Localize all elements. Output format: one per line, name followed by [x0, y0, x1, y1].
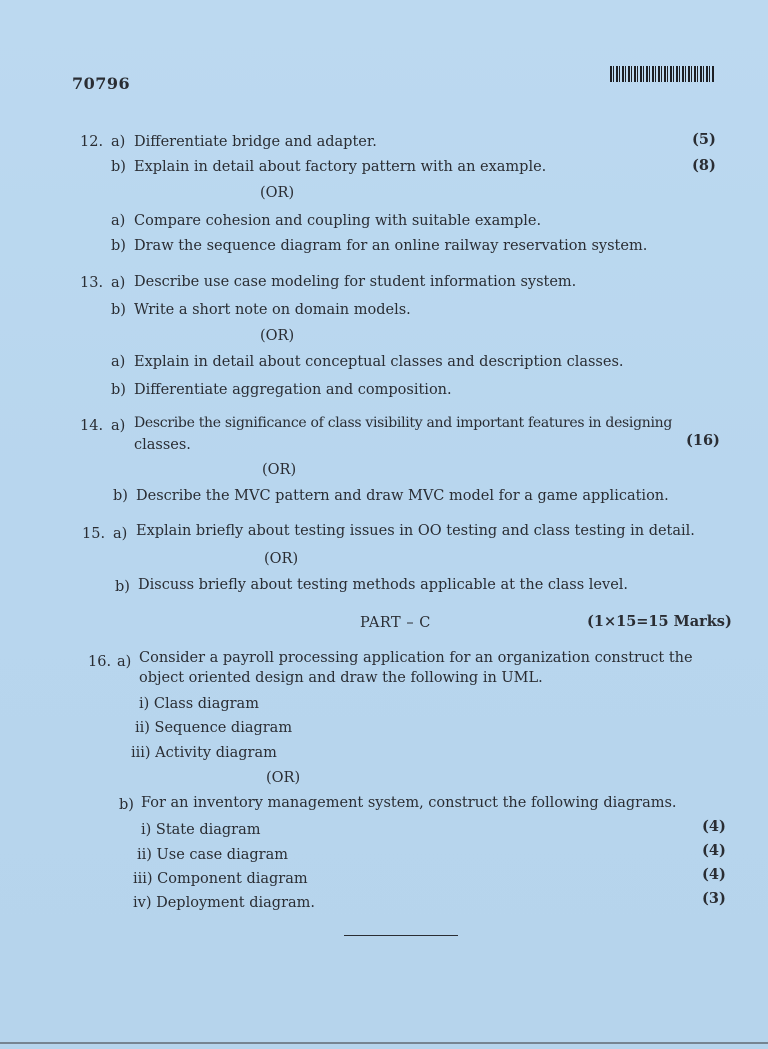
q15-a-label: a) — [113, 526, 128, 542]
q12-b-text: Explain in detail about factory pattern with an example. — [134, 159, 547, 175]
q13-a-label: a) — [111, 275, 126, 291]
q16-b-text: For an inventory management system, construct the following diagrams. — [141, 795, 677, 811]
q16-b-item-marks: (4) — [702, 842, 726, 859]
q15-a-text: Explain briefly about testing issues in OO testing and class testing in detail. — [136, 523, 695, 539]
q12-number: 12. — [80, 134, 104, 150]
q12-a2-text: Compare cohesion and coupling with suitable example. — [134, 213, 542, 229]
q12-b2-label: b) — [111, 238, 126, 254]
q16-or: (OR) — [266, 770, 301, 786]
q14-b-text: Describe the MVC pattern and draw MVC model for a game application. — [136, 488, 669, 504]
q16-number: 16. — [88, 654, 112, 670]
q14-a-text-line2: classes. — [134, 437, 191, 453]
q12-b-marks: (8) — [692, 157, 716, 174]
q15-number: 15. — [82, 526, 106, 542]
q13-b-text: Write a short note on domain models. — [134, 302, 411, 318]
q13-a2-text: Explain in detail about conceptual classes and description classes. — [134, 354, 624, 370]
q15-b-text: Discuss briefly about testing methods applicable at the class level. — [138, 577, 629, 593]
q16-b-item: i) State diagram — [141, 822, 261, 838]
q13-or: (OR) — [260, 328, 295, 344]
q14-a-label: a) — [111, 418, 126, 434]
q16-b-item-marks: (4) — [702, 866, 726, 883]
q12-a-label: a) — [111, 134, 126, 150]
q12-b-label: b) — [111, 159, 126, 175]
q16-a-item: iii) Activity diagram — [131, 745, 277, 761]
q13-a2-label: a) — [111, 354, 126, 370]
q14-a-text-line1: Describe the significance of class visibility and important features in designing — [134, 415, 673, 431]
q16-b-label: b) — [119, 797, 134, 813]
q16-b-item-marks: (4) — [702, 818, 726, 835]
q14-number: 14. — [80, 418, 104, 434]
q16-a-item: i) Class diagram — [139, 696, 259, 712]
part-c-marks: (1×15=15 Marks) — [587, 613, 732, 630]
q12-a2-label: a) — [111, 213, 126, 229]
q16-b-item: ii) Use case diagram — [137, 847, 288, 863]
part-c-title: PART – C — [360, 615, 431, 631]
q13-b-label: b) — [111, 302, 126, 318]
q14-or: (OR) — [262, 462, 297, 478]
q14-a-marks: (16) — [686, 432, 720, 449]
barcode-image — [610, 66, 714, 82]
q16-b-item-marks: (3) — [702, 890, 726, 907]
q15-b-label: b) — [115, 579, 130, 595]
q16-a-text-line1: Consider a payroll processing application for an organization construct the — [139, 650, 693, 666]
end-rule — [344, 935, 458, 936]
q14-b-label: b) — [113, 488, 128, 504]
q16-b-item: iii) Component diagram — [133, 871, 308, 887]
paper-code: 70796 — [72, 74, 131, 93]
q16-a-item: ii) Sequence diagram — [135, 720, 293, 736]
q16-a-label: a) — [117, 654, 132, 670]
q12-a-text: Differentiate bridge and adapter. — [134, 134, 377, 150]
q13-a-text: Describe use case modeling for student information system. — [134, 274, 577, 290]
q12-a-marks: (5) — [692, 131, 716, 148]
page-bottom-edge — [0, 1042, 768, 1044]
q12-b2-text: Draw the sequence diagram for an online railway reservation system. — [134, 238, 648, 254]
q15-or: (OR) — [264, 551, 299, 567]
q12-or: (OR) — [260, 185, 295, 201]
q16-a-text-line2: object oriented design and draw the following in UML. — [139, 670, 543, 686]
q13-number: 13. — [80, 275, 104, 291]
q16-b-item: iv) Deployment diagram. — [133, 895, 316, 911]
q13-b2-text: Differentiate aggregation and composition. — [134, 382, 452, 398]
q13-b2-label: b) — [111, 382, 126, 398]
